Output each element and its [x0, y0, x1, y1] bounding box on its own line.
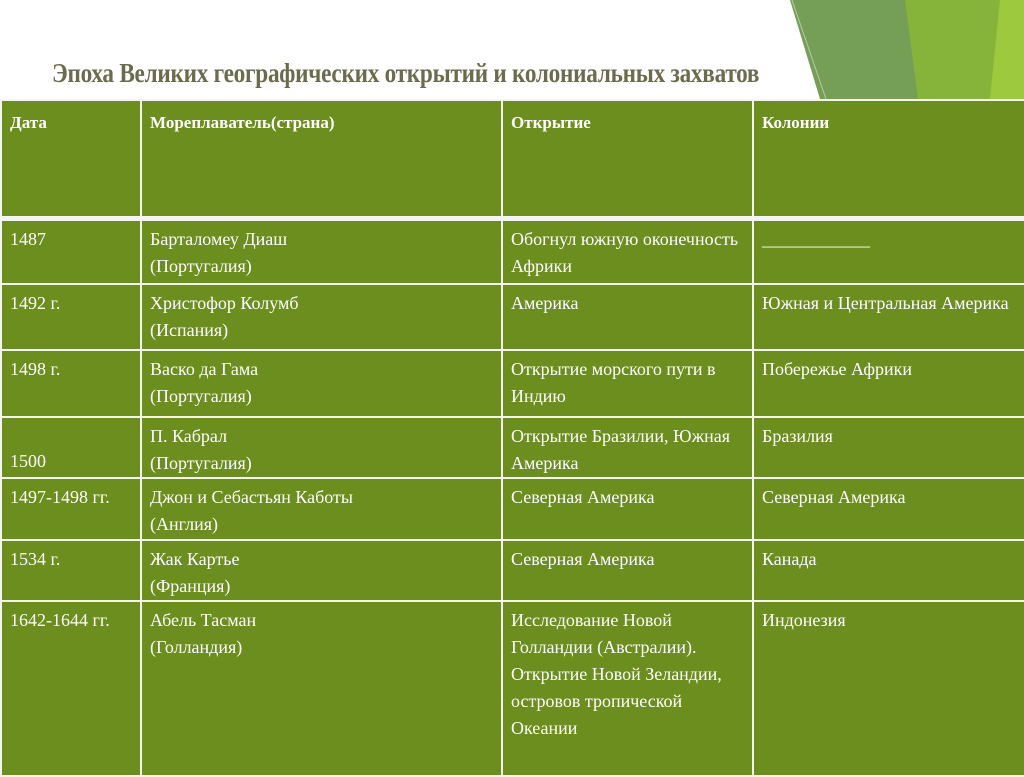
navigator-name: Васко да Гама — [150, 359, 259, 379]
header-discovery: Открытие — [502, 100, 753, 218]
table-row — [1, 218, 1024, 284]
header-colonies: Колонии — [753, 100, 1024, 218]
table-row — [1, 601, 1024, 776]
navigator-country: (Голландия) — [150, 637, 243, 657]
table-row — [1, 284, 1024, 350]
navigator-name: Жак Картье — [150, 549, 240, 569]
table-row — [1, 417, 1024, 478]
navigator-name: П. Кабрал — [150, 426, 228, 446]
cell-colonies: ____________ — [753, 218, 1024, 284]
cell-navigator — [141, 218, 502, 284]
cell-discovery: Открытие Бразилии, Южная Америка — [502, 417, 753, 478]
cell-colonies: Южная и Центральная Америка — [753, 284, 1024, 350]
table-row — [1, 350, 1024, 417]
cell-colonies: Канада — [753, 540, 1024, 601]
cell-date: 1497-1498 гг. — [1, 478, 141, 540]
navigator-country: (Франция) — [150, 576, 231, 596]
navigator-country: (Португалия) — [150, 386, 252, 406]
navigator-country: (Англия) — [150, 514, 218, 534]
cell-navigator — [141, 478, 502, 540]
cell-date: 1534 г. — [1, 540, 141, 601]
cell-date: 1642-1644 гг. — [1, 601, 141, 776]
cell-discovery: Исследование Новой Голландии (Австралии). Открытие Новой Зеландии, островов тропической Океании — [502, 601, 753, 776]
navigator-name: Барталомеу Диаш — [150, 228, 288, 249]
cell-date: 1498 г. — [1, 350, 141, 417]
cell-navigator — [141, 601, 502, 776]
navigator-name: Джон и Себастьян Каботы — [150, 487, 354, 507]
cell-navigator — [141, 417, 502, 478]
cell-navigator — [141, 284, 502, 350]
table-row — [1, 478, 1024, 540]
cell-colonies: Побережье Африки — [753, 350, 1024, 417]
cell-date: 1500 — [1, 417, 141, 478]
navigator-country: (Португалия) — [150, 255, 252, 276]
table-row — [1, 540, 1024, 601]
cell-discovery: Открытие морского пути в Индию — [502, 350, 753, 417]
cell-date: 1487 — [1, 218, 141, 284]
cell-date: 1492 г. — [1, 284, 141, 350]
decorative-green-shapes — [0, 0, 1024, 110]
discoveries-table — [0, 99, 1024, 777]
navigator-country: (Португалия) — [150, 453, 252, 473]
cell-colonies: Индонезия — [753, 601, 1024, 776]
cell-discovery: Америка — [502, 284, 753, 350]
table-header-row — [1, 100, 1024, 218]
navigator-name: Христофор Колумб — [150, 293, 299, 313]
cell-navigator — [141, 350, 502, 417]
navigator-country: (Испания) — [150, 320, 229, 340]
slide-title: Эпоха Великих географических открытий и колониальных захватов — [52, 58, 760, 88]
header-navigator: Мореплаватель(страна) — [141, 100, 502, 218]
cell-discovery: Северная Америка — [502, 540, 753, 601]
cell-discovery: Обогнул южную оконечность Африки — [502, 218, 753, 284]
cell-colonies: Северная Америка — [753, 478, 1024, 540]
cell-navigator — [141, 540, 502, 601]
cell-colonies: Бразилия — [753, 417, 1024, 478]
navigator-name: Абель Тасман — [150, 610, 257, 630]
cell-discovery: Северная Америка — [502, 478, 753, 540]
header-date: Дата — [1, 100, 141, 218]
